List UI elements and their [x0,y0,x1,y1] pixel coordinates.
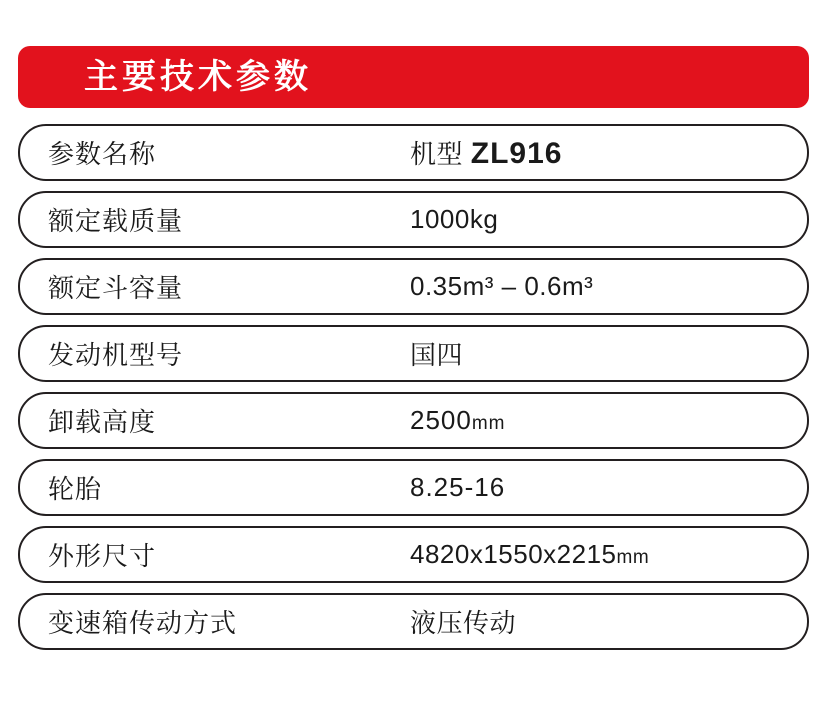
table-row [18,325,809,382]
table-row [18,593,809,650]
title-banner [18,46,809,108]
row-value [410,405,807,436]
row-label: 发动机型号 [48,340,184,370]
row-value-unit: mm [471,413,506,434]
row-value: 0.35m³ – 0.6m³ [410,271,594,301]
spec-table [18,124,809,650]
row-label: 额定载质量 [48,206,184,236]
row-value-unit: mm [616,547,650,568]
row-value: 8.25-16 [410,472,506,502]
table-header-row [18,124,809,181]
row-label: 外形尺寸 [48,541,157,571]
table-row [18,191,809,248]
model-code: ZL916 [470,137,563,170]
row-label: 轮胎 [48,474,103,504]
table-row [18,392,809,449]
table-row [18,459,809,516]
row-label: 额定斗容量 [48,273,184,303]
model-prefix-label: 机型 [410,139,464,169]
column-header-parameter: 参数名称 [48,139,157,169]
table-row [18,526,809,583]
row-value [410,539,807,570]
row-value-number: 4820x1550x2215 [410,539,617,569]
row-value: 1000kg [410,204,499,234]
row-label: 变速箱传动方式 [48,608,238,638]
column-header-model [410,134,807,171]
page-title: 主要技术参数 [84,58,312,96]
table-row [18,258,809,315]
row-value: 国四 [410,340,464,370]
row-value-number: 2500 [410,405,472,435]
row-value: 液压传动 [410,608,517,638]
row-label: 卸载高度 [48,407,157,437]
